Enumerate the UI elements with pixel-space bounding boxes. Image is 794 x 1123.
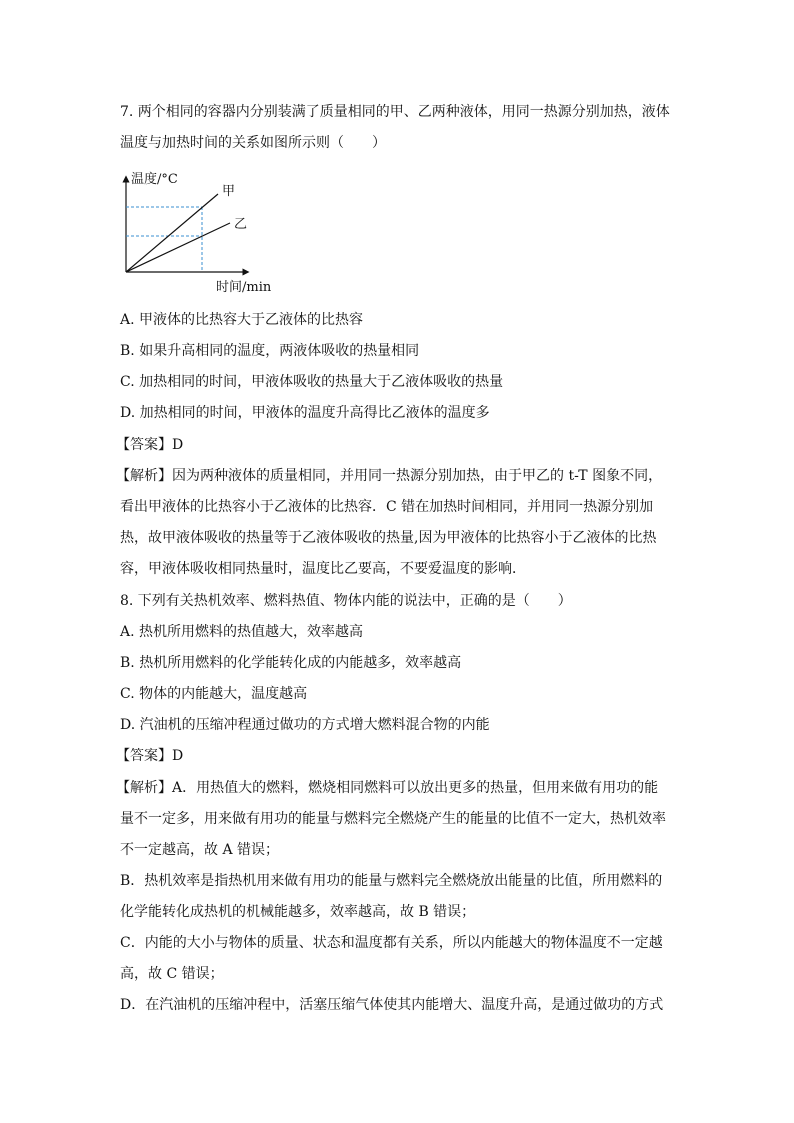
q7-option-a: A. 甲液体的比热容大于乙液体的比热容: [120, 312, 364, 328]
q8-analysis-line5: 化学能转化成热机的机械能越多，效率越高，故 B 错误；: [120, 904, 476, 920]
y-axis-label: 温度/°C: [131, 172, 178, 187]
q8-option-d: D. 汽油机的压缩冲程通过做功的方式增大燃料混合物的内能: [120, 717, 490, 733]
q7-stem-line1: 7. 两个相同的容器内分别装满了质量相同的甲、乙两种液体，用同一热源分别加热，液体: [120, 104, 670, 120]
q7-temperature-time-graph: [114, 165, 284, 300]
x-axis-label: 时间/min: [216, 280, 272, 295]
q8-analysis-line4: B．热机效率是指热机用来做有用功的能量与燃料完全燃烧放出能量的比值，所用燃料的: [120, 873, 663, 889]
q8-stem: 8. 下列有关热机效率、燃料热值、物体内能的说法中，正确的是（ ）: [120, 593, 572, 609]
q8-option-b: B. 热机所用燃料的化学能转化成的内能越多，效率越高: [120, 655, 462, 671]
graph-svg: [114, 165, 284, 300]
q8-analysis-line3: 不一定越高，故 A 错误；: [120, 842, 280, 858]
q7-option-b: B. 如果升高相同的温度，两液体吸收的热量相同: [120, 343, 420, 359]
q8-option-c: C. 物体的内能越大，温度越高: [120, 686, 308, 702]
q7-analysis-line4: 容，甲液体吸收相同热量时，温度比乙要高，不要爱温度的影响．: [120, 561, 526, 577]
q8-analysis-line8: D．在汽油机的压缩冲程中，活塞压缩气体使其内能增大、温度升高，是通过做功的方式: [120, 997, 664, 1013]
q7-analysis-line1: 【解析】因为两种液体的质量相同，并用同一热源分别加热，由于甲乙的 t-T 图象不同，: [116, 468, 663, 484]
q7-analysis-line2: 看出甲液体的比热容小于乙液体的比热容．C 错在加热时间相同，并用同一热源分别加: [120, 499, 654, 515]
line-yi: [126, 223, 230, 272]
q8-analysis-line7: 高，故 C 错误；: [120, 966, 224, 982]
q7-option-d: D. 加热相同的时间，甲液体的温度升高得比乙液体的温度多: [120, 405, 490, 421]
q8-option-a: A. 热机所用燃料的热值越大，效率越高: [120, 624, 364, 640]
q8-analysis-line1: 【解析】A．用热值大的燃料，燃烧相同燃料可以放出更多的热量，但用来做有用功的能: [116, 780, 659, 796]
q8-analysis-line6: C．内能的大小与物体的质量、状态和温度都有关系，所以内能越大的物体温度不一定越: [120, 935, 663, 951]
line-yi-label: 乙: [234, 217, 248, 232]
line-jia-label: 甲: [222, 184, 236, 199]
q7-option-c: C. 加热相同的时间，甲液体吸收的热量大于乙液体吸收的热量: [120, 374, 504, 390]
q7-answer: 【答案】D: [116, 437, 184, 453]
q8-analysis-line2: 量不一定多，用来做有用功的能量与燃料完全燃烧产生的能量的比值不一定大，热机效率: [120, 811, 666, 827]
q7-analysis-line3: 热，故甲液体吸收的热量等于乙液体吸收的热量,因为甲液体的比热容小于乙液体的比热: [120, 530, 657, 546]
q8-answer: 【答案】D: [116, 748, 184, 764]
line-jia: [126, 194, 218, 272]
q7-stem-line2: 温度与加热时间的关系如图所示则（ ）: [120, 135, 386, 151]
